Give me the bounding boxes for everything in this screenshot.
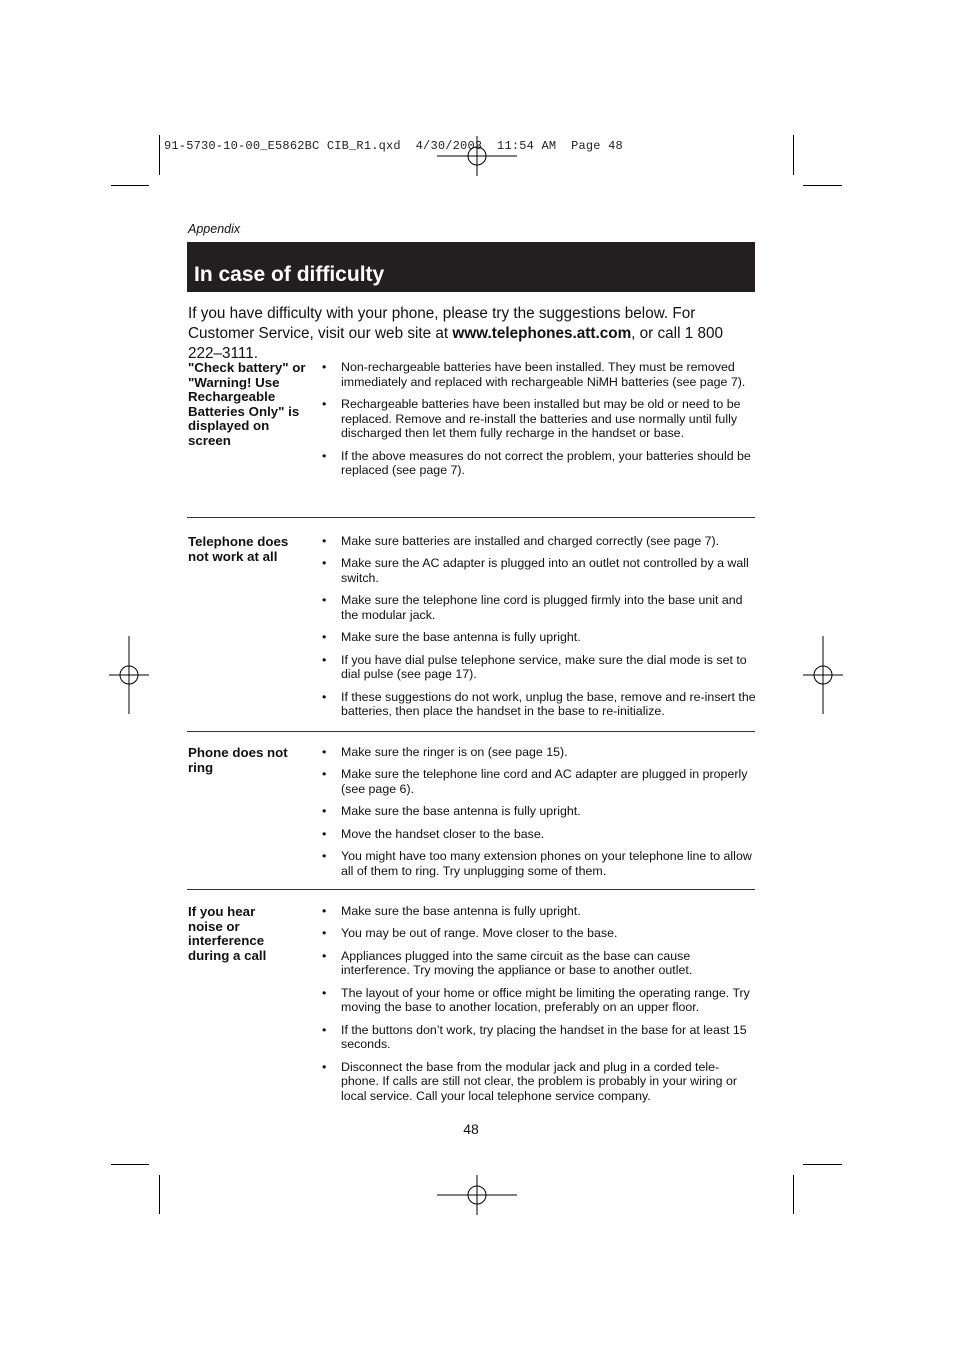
solution-list-check-battery — [341, 360, 757, 486]
list-item: • Make sure the base antenna is fully upright. — [341, 804, 757, 819]
intro-phone-text: , or call 1 800 222–3111. — [188, 325, 724, 362]
intro-text: If you have difficulty with your phone, please try the suggestions below. For Customer Service, visit our web site at — [188, 305, 696, 342]
crop-mark-bottom-left-vertical — [159, 1175, 160, 1214]
list-item: • Rechargeable batteries have been installed but may be old or need to be replaced. Remove and re-install the batteries and use normally until fully discharged then let them fully recharge in the handset or base. — [341, 397, 757, 441]
problem-title-no-work: Telephone does not work at all — [188, 534, 289, 564]
crop-mark-top-right-vertical — [793, 135, 794, 175]
list-item: • Non-rechargeable batteries have been installed. They must be removed immediately and replaced with rechargeable NiMH batteries (see page 7). — [341, 360, 757, 389]
list-item: • Move the handset closer to the base. — [341, 827, 757, 842]
registration-mark-right-icon — [803, 636, 843, 714]
registration-mark-left-icon — [109, 636, 149, 714]
list-item: • Make sure the AC adapter is plugged into an outlet not controlled by a wall switch. — [341, 556, 757, 585]
section-divider — [187, 889, 755, 890]
solution-list-no-ring — [341, 745, 757, 886]
solution-list-no-work — [341, 534, 757, 727]
section-divider — [187, 517, 755, 518]
title-bar — [187, 242, 755, 292]
list-item: • If the buttons don’t work, try placing the handset in the base for at least 15 seconds. — [341, 1023, 757, 1052]
list-item: • Make sure the base antenna is fully upright. — [341, 904, 757, 919]
registration-mark-top-icon — [437, 136, 517, 176]
print-slug: 91-5730-10-00_E5862BC CIB_R1.qxd 4/30/2003 11:54 AM Page 48 — [164, 139, 623, 153]
page-title: In case of difficulty — [194, 263, 385, 286]
problem-title-check-battery: "Check battery" or "Warning! Use Rechargeable Batteries Only" is displayed on screen — [188, 360, 306, 448]
website-link: www.telephones.att.com — [452, 325, 632, 342]
section-label: Appendix — [188, 222, 241, 236]
list-item: • Appliances plugged into the same circuit as the base can cause interference. Try moving the appliance or base to another outlet. — [341, 949, 757, 978]
solution-list-noise — [341, 904, 757, 1111]
list-item: • Make sure the telephone line cord and AC adapter are plugged in properly (see page 6). — [341, 767, 757, 796]
list-item: • You may be out of range. Move closer to the base. — [341, 926, 757, 941]
registration-mark-bottom-icon — [437, 1175, 517, 1215]
page-number: 48 — [463, 1121, 479, 1137]
list-item: • If these suggestions do not work, unplug the base, remove and re-insert the batteries, then place the handset in the base to re-initialize. — [341, 690, 757, 719]
list-item: • If you have dial pulse telephone service, make sure the dial mode is set to dial pulse (see page 17). — [341, 653, 757, 682]
crop-mark-top-right-horizontal — [803, 185, 842, 186]
crop-mark-bottom-right-horizontal — [803, 1164, 842, 1165]
list-item: • Make sure the ringer is on (see page 15). — [341, 745, 757, 760]
crop-mark-bottom-right-vertical — [793, 1175, 794, 1214]
crop-mark-top-left-horizontal — [111, 185, 149, 186]
list-item: • Disconnect the base from the modular jack and plug in a corded tele-phone. If calls are still not clear, the problem is probably in your wiring or local service. Call your local telephone service company. — [341, 1060, 757, 1104]
problem-title-noise: If you hear noise or interference during a call — [188, 904, 267, 963]
crop-mark-bottom-left-horizontal — [111, 1164, 149, 1165]
problem-title-no-ring: Phone does not ring — [188, 745, 288, 775]
list-item: • Make sure the base antenna is fully upright. — [341, 630, 757, 645]
list-item: • You might have too many extension phones on your telephone line to allow all of them to ring. Try unplugging some of them. — [341, 849, 757, 878]
crop-mark-top-left-vertical — [159, 135, 160, 175]
list-item: • Make sure the telephone line cord is plugged firmly into the base unit and the modular jack. — [341, 593, 757, 622]
intro-paragraph — [188, 304, 758, 364]
list-item: • The layout of your home or office might be limiting the operating range. Try moving the base to another location, preferably on an upper floor. — [341, 986, 757, 1015]
list-item: • If the above measures do not correct the problem, your batteries should be replaced (see page 7). — [341, 449, 757, 478]
section-divider — [187, 731, 755, 732]
list-item: • Make sure batteries are installed and charged correctly (see page 7). — [341, 534, 757, 549]
